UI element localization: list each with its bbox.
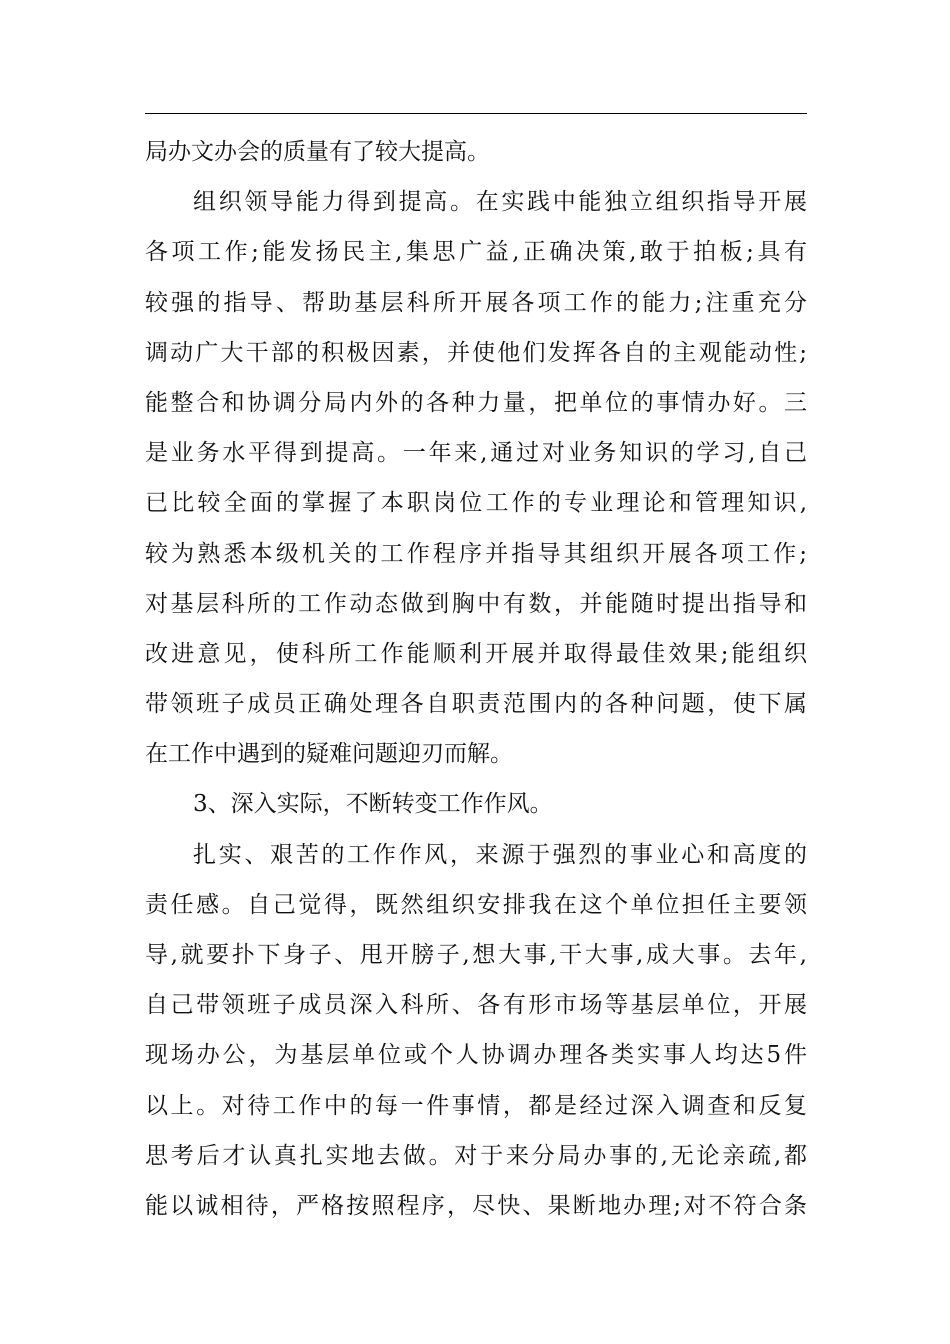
text-line: 以上。对待工作中的每一件事情，都是经过深入调查和反复 <box>145 1092 807 1119</box>
text-line: 调动广大干部的积极因素，并使他们发挥各自的主观能动性; <box>145 339 807 366</box>
text-line: 对基层科所的工作动态做到胸中有数，并能随时提出指导和 <box>145 590 807 617</box>
text-line: 现场办公，为基层单位或个人协调办理各类实事人均达5件 <box>145 1042 807 1069</box>
text-line: 能以诚相待，严格按照程序，尽快、果断地办理;对不符合条 <box>145 1192 807 1219</box>
paragraph-start-line: 扎实、艰苦的工作作风，来源于强烈的事业心和高度的 <box>193 841 807 868</box>
text-line: 思考后才认真扎实地去做。对于来分局办事的,无论亲疏,都 <box>145 1142 807 1169</box>
text-line: 局办文办会的质量有了较大提高。 <box>145 139 490 165</box>
section-heading: 3、深入实际，不断转变工作作风。 <box>193 791 553 818</box>
text-line: 自己带领班子成员深入科所、各有形市场等基层单位，开展 <box>145 992 807 1019</box>
text-line: 带领班子成员正确处理各自职责范围内的各种问题，使下属 <box>145 691 807 718</box>
document-body <box>145 127 807 1231</box>
text-line: 在工作中遇到的疑难问题迎刃而解。 <box>145 741 513 768</box>
text-line: 能整合和协调分局内外的各种力量，把单位的事情办好。三 <box>145 389 807 416</box>
text-line: 责任感。自己觉得，既然组织安排我在这个单位担任主要领 <box>145 891 807 918</box>
text-line: 已比较全面的掌握了本职岗位工作的专业理论和管理知识, <box>145 490 807 517</box>
paragraph-start-line: 组织领导能力得到提高。在实践中能独立组织指导开展 <box>193 189 807 216</box>
text-line: 改进意见，使科所工作能顺利开展并取得最佳效果;能组织 <box>145 640 807 667</box>
text-line: 各项工作;能发扬民主,集思广益,正确决策,敢于拍板;具有 <box>145 239 807 266</box>
text-line: 较强的指导、帮助基层科所开展各项工作的能力;注重充分 <box>145 289 807 316</box>
header-rule <box>145 113 807 114</box>
text-line: 较为熟悉本级机关的工作程序并指导其组织开展各项工作; <box>145 540 807 567</box>
text-line: 是业务水平得到提高。一年来,通过对业务知识的学习,自己 <box>145 440 807 467</box>
text-line: 导,就要扑下身子、甩开膀子,想大事,干大事,成大事。去年, <box>145 942 807 968</box>
